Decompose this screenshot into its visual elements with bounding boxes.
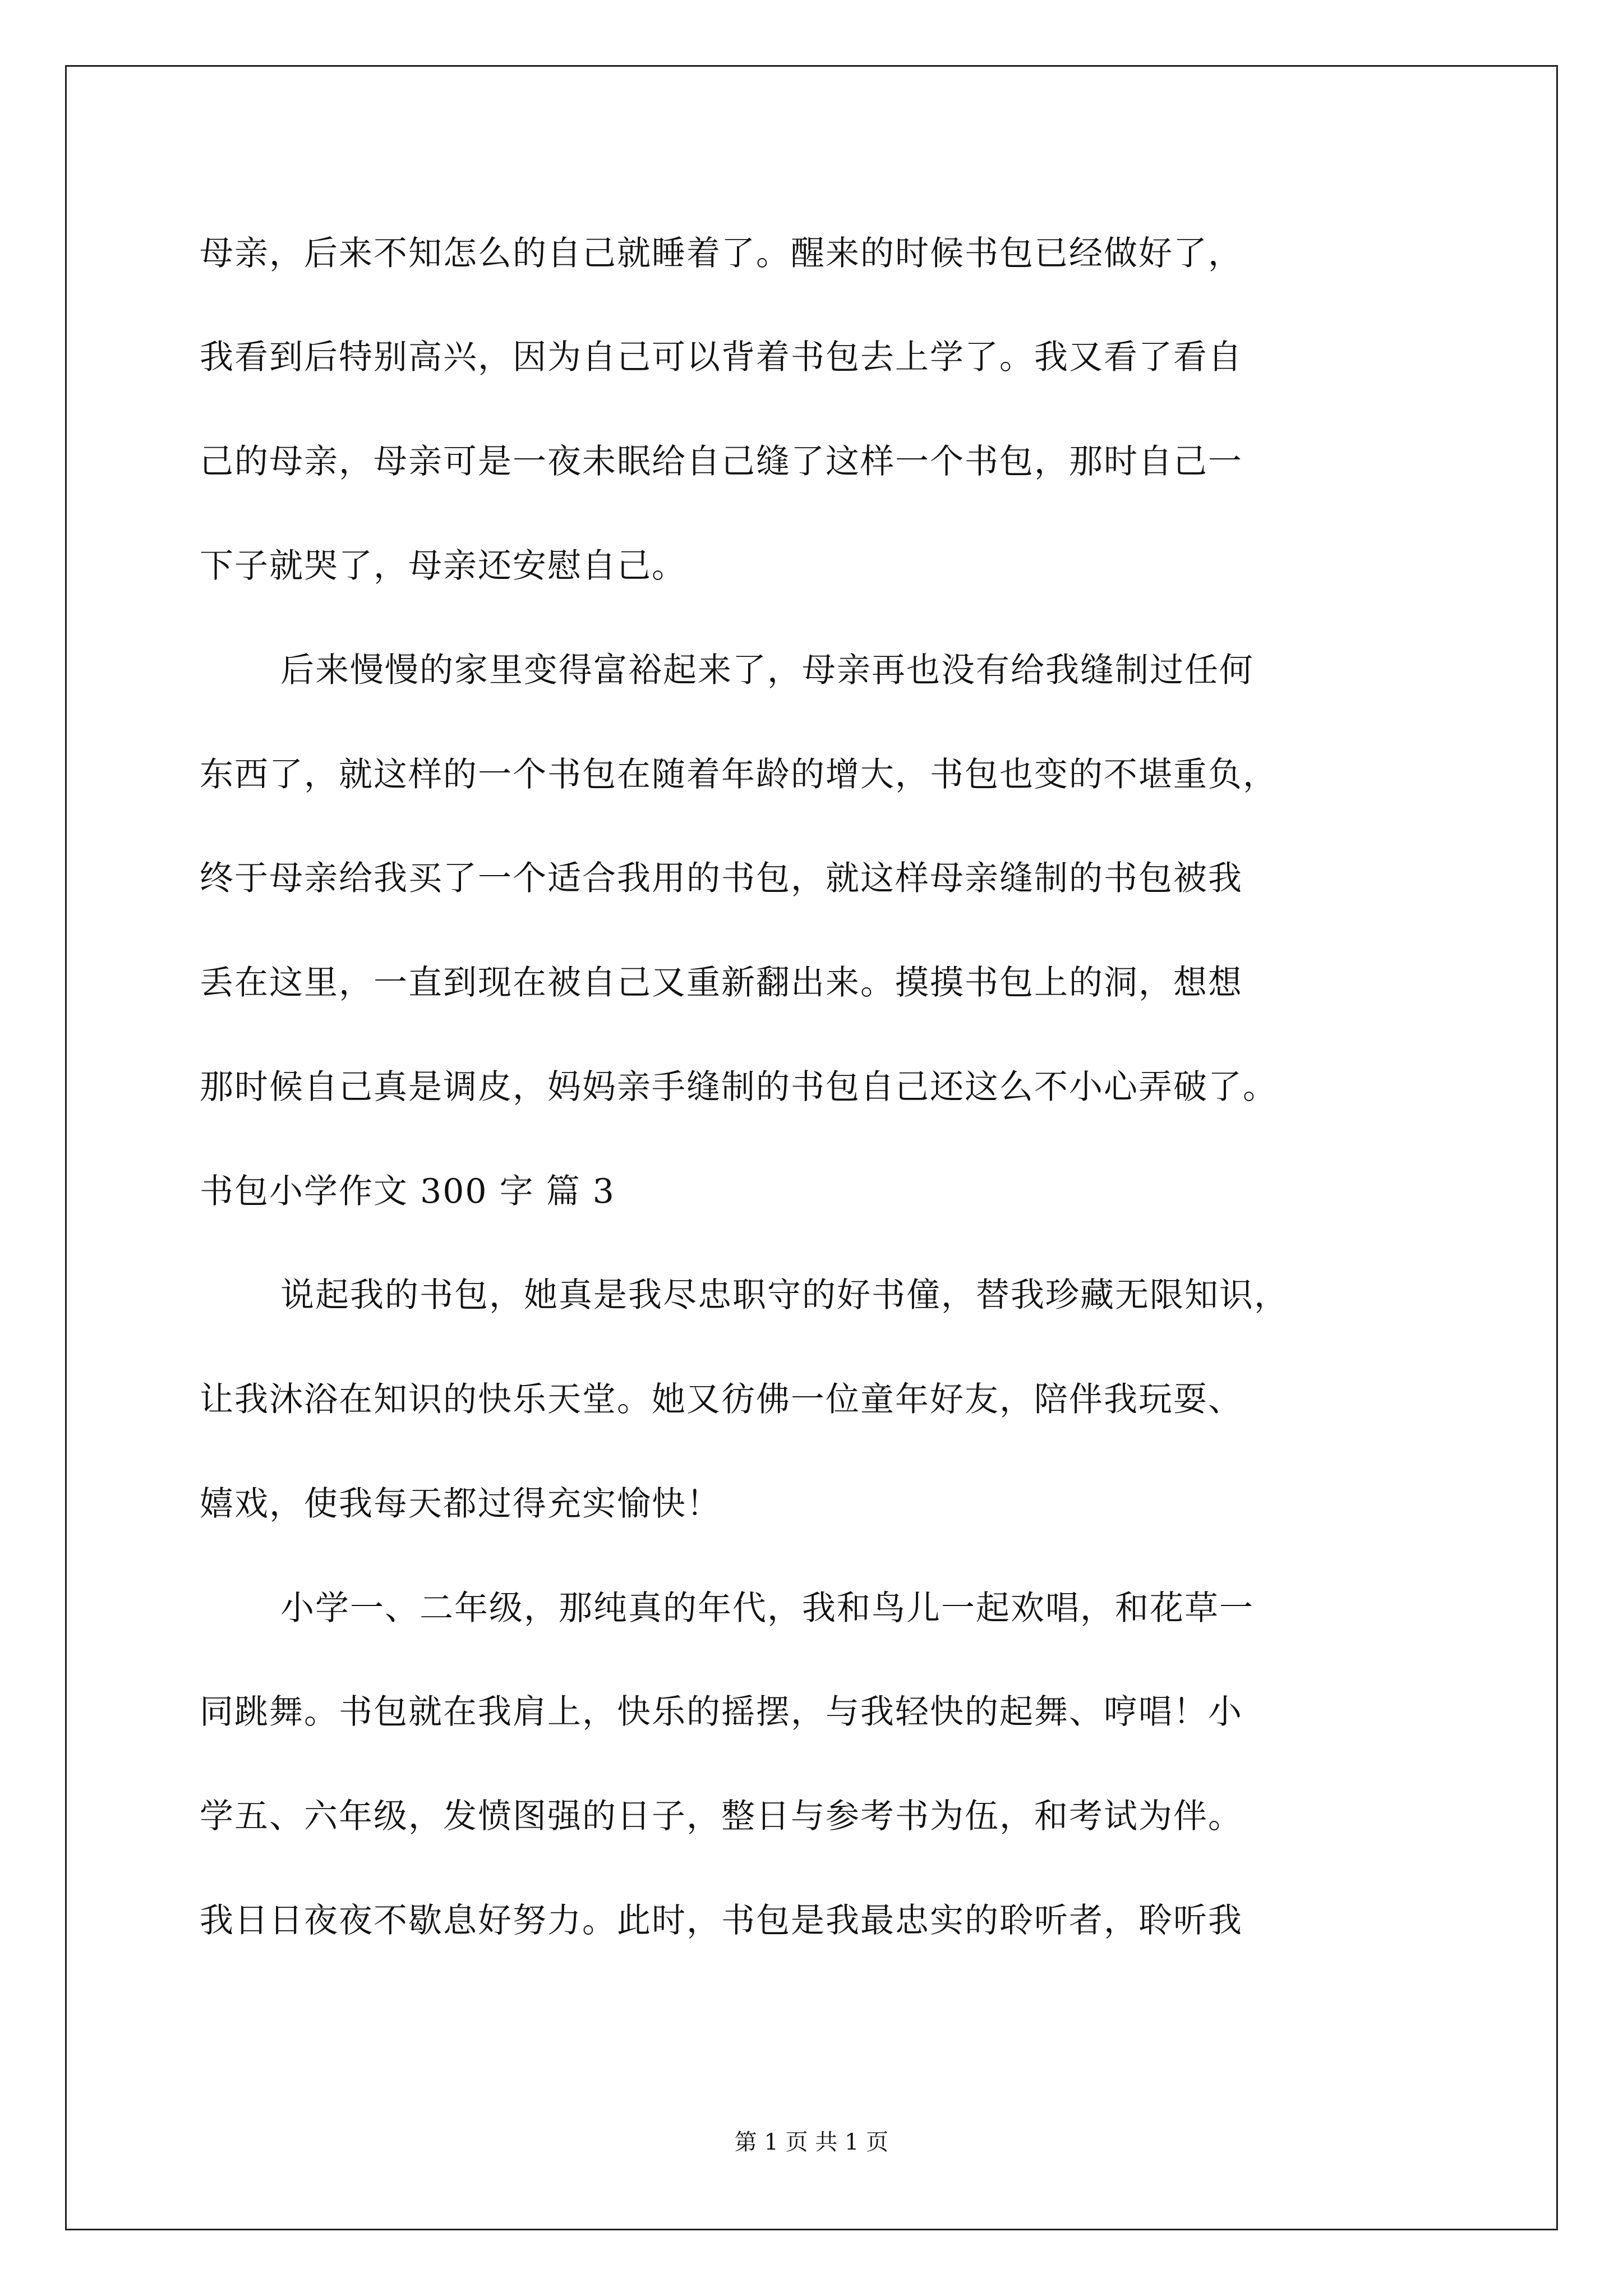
text-line: 母亲，后来不知怎么的自己就睡着了。醒来的时候书包已经做好了，	[200, 234, 1243, 273]
text-line: 下子就哭了，母亲还安慰自己。	[200, 546, 686, 586]
paragraph-start-line: 后来慢慢的家里变得富裕起来了，母亲再也没有给我缝制过任何	[280, 651, 1254, 690]
paragraph-start-line: 说起我的书包，她真是我尽忠职守的好书僮，替我珍藏无限知识，	[280, 1276, 1289, 1315]
text-line: 东西了，就这样的一个书包在随着年龄的增大，书包也变的不堪重负，	[200, 755, 1278, 794]
text-line: 同跳舞。书包就在我肩上，快乐的摇摆，与我轻快的起舞、哼唱！小	[200, 1692, 1243, 1732]
text-line: 嬉戏，使我每天都过得充实愉快！	[200, 1484, 721, 1524]
text-line: 我看到后特别高兴，因为自己可以背着书包去上学了。我又看了看自	[200, 338, 1243, 377]
text-line: 学五、六年级，发愤图强的日子，整日与参考书为伍，和考试为伴。	[200, 1797, 1243, 1836]
section-heading: 书包小学作文 300 字 篇 3	[200, 1172, 615, 1211]
text-line: 那时候自己真是调皮，妈妈亲手缝制的书包自己还这么不小心弄破了。	[200, 1068, 1278, 1107]
text-line: 终于母亲给我买了一个适合我用的书包，就这样母亲缝制的书包被我	[200, 859, 1243, 898]
text-line: 我日日夜夜不歇息好努力。此时，书包是我最忠实的聆听者，聆听我	[200, 1901, 1243, 1940]
paragraph-start-line: 小学一、二年级，那纯真的年代，我和鸟儿一起欢唱，和花草一	[280, 1589, 1254, 1628]
text-line: 丢在这里，一直到现在被自己又重新翻出来。摸摸书包上的洞，想想	[200, 963, 1243, 1002]
text-line: 己的母亲，母亲可是一夜未眠给自己缝了这样一个书包，那时自己一	[200, 442, 1243, 481]
page-number-footer: 第 1 页 共 1 页	[734, 2129, 889, 2155]
text-line: 让我沐浴在知识的快乐天堂。她又彷佛一位童年好友，陪伴我玩耍、	[200, 1380, 1243, 1419]
